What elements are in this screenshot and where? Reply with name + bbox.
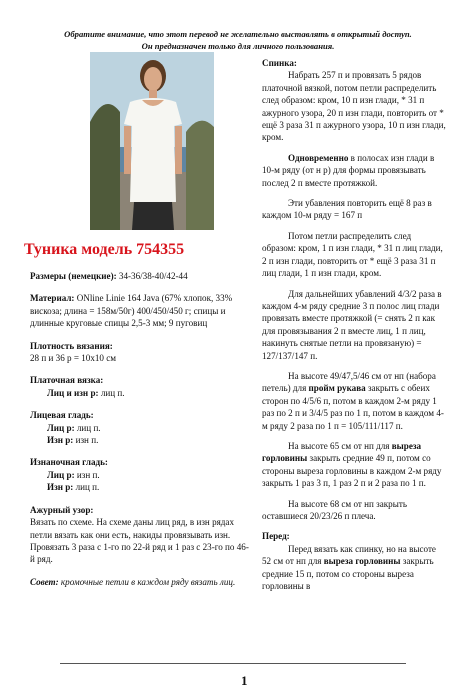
lace-text: Вязать по схеме. На схеме даны лиц ряд, в изн рядах петли вязать как они есть, накиды провязывать изн. <box>30 517 235 540</box>
lace-heading: Ажурный узор: <box>30 504 94 515</box>
back-heading: Спинка: <box>262 58 297 68</box>
sizes-line: Размеры (немецкие): 34-36/38-40/42-44 <box>30 271 188 281</box>
density-value: 28 п и 36 р = 10х10 см <box>30 353 117 364</box>
front-paragraph-1: Перед вязать как спинку, но на высоте 52 см от нп для выреза горловины закрыть средние 15 п, потом со стороны выреза горловины в <box>262 543 436 592</box>
materials-paragraph: Материал: ONline Linie 164 Java (67% хлопок, 33% вискоза; длина = 158м/50г) 400/450/450 г; спицы и длинные круговые спицы 2,5-3 мм; 9 пуговиц <box>30 293 233 329</box>
left-column <box>30 270 250 588</box>
stockinette-rs: Лиц р: лиц п. <box>47 422 101 433</box>
reverse-rs: Лиц р: изн п. <box>47 469 100 480</box>
reverse-heading: Изнаночная гладь: <box>30 457 108 468</box>
reverse-ws: Изн р: лиц п. <box>47 482 100 493</box>
right-column <box>262 57 447 592</box>
garter-heading: Платочная вязка: <box>30 375 104 386</box>
stockinette-heading: Лицевая гладь: <box>30 410 94 421</box>
back-paragraph-2: Одновременно в полосах изн глади в 10-м ряду (от н р) для формы провязывать послед 2 п вместе протяжкой. <box>262 152 435 188</box>
back-paragraph-6: На высоте 49/47,5/46 см от нп (набора петель) для пройм рукава закрыть с обеих сторон по 4/5/6 п, потом в каждом 2-м ряду 1 раз по 2 п и 3/4/5 раз по 1 п, потом в каждом 4-м ряду 2 раза по 1 п = 105/111/117 п. <box>262 370 444 431</box>
page-number: 1 <box>241 673 248 688</box>
lace-repeat: Провязать 3 раза с 1-го по 22-й ряд и 1 раз с 23-го по 46-й ряд. <box>30 541 249 565</box>
back-paragraph-5: Для дальнейших убавлений 4/3/2 раза в каждом 4-м ряду средние 3 п полос лиц глади провязать вместе протяжкой (= снять 2 п как для провязывания 2 п вместе лиц, 1 п лиц, накинуть снятые петли на провязаную) = 127/137/147 п. <box>262 288 442 361</box>
back-paragraph-8: На высоте 68 см от нп закрыть оставшиеся 20/23/26 п плеча. <box>262 498 407 521</box>
garter-line: Лиц и изн р: лиц п. <box>47 387 125 398</box>
density-heading: Плотность вязания: <box>30 340 113 351</box>
back-paragraph-4: Потом петли распределить след образом: кром, 1 п изн глади, * 31 п лиц глади, 2 п изн глади, повторить от * ещё 3 раза 31 п лиц глади, 1 п изн глади, кром. <box>262 230 443 279</box>
pattern-title: Туника модель 754355 <box>24 241 185 258</box>
back-paragraph-3: Эти убавления повторить ещё 8 раз в каждом 10-м ряду = 167 п <box>262 198 432 221</box>
front-heading: Перед: <box>262 531 290 542</box>
back-paragraph-7: На высоте 65 см от нп для выреза горловины закрыть средние 49 п, потом со стороны выреза горловины в каждом 2-м ряду закрыть 1 раз 3 п, 1 раз 2 п и 2 раза по 1 п. <box>262 440 442 489</box>
footer-rule <box>60 663 406 664</box>
copyright-notice: Обратите внимание, что этот перевод не желательно выставлять в открытый доступ. Он предназначен только для личного пользования. <box>64 29 412 51</box>
stockinette-ws: Изн р: изн п. <box>47 435 99 446</box>
model-photo <box>90 52 214 230</box>
tip-note: Совет: кромочные петли в каждом ряду вязать лиц. <box>30 576 236 587</box>
back-paragraph-1: Набрать 257 п и провязать 5 рядов платочной вязкой, потом петли распределить след образом: кром, 10 п изн глади, * 31 п ажурного узора, 20 п изн глади, повторить от * ещё 3 раза 31 п ажурного узора, 10 п изн глади, кром. <box>262 70 446 143</box>
